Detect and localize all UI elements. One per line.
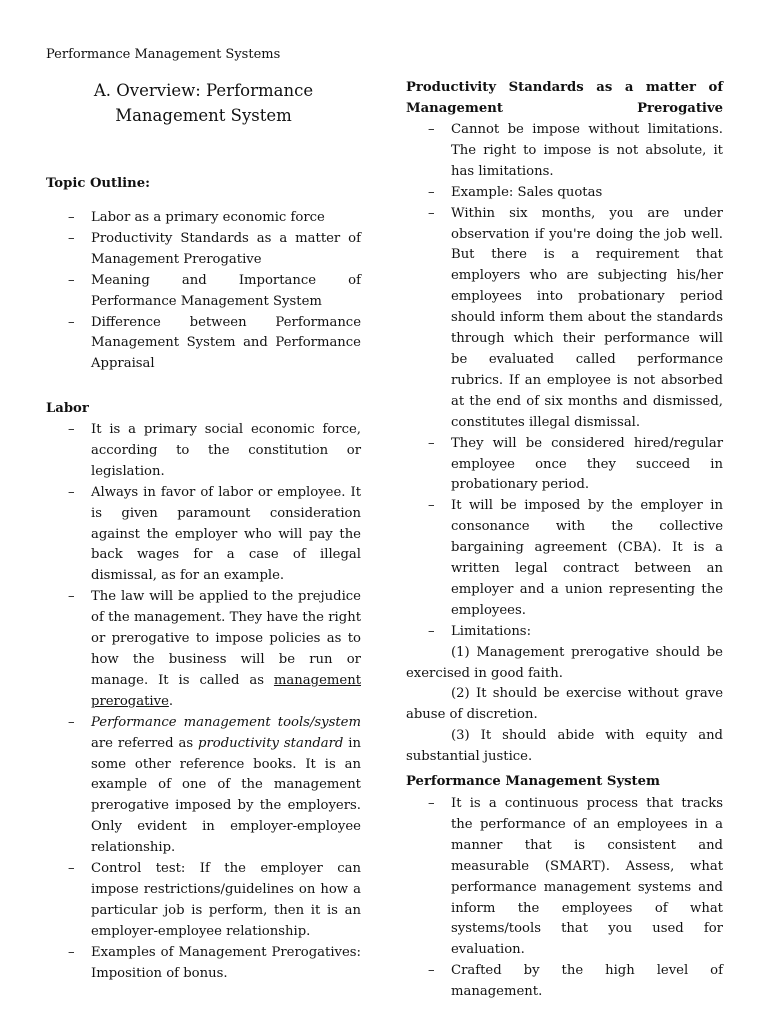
list-item: – Within six months, you are under observation if you're doing the job well. But there is a requirement that employers who are subjecting his/her employees into probationary period should inform them about the standards through which their performance will be evaluated called performance rubrics. If an employee is not absorbed at the end of six months and dismissed, constitutes illegal dismissal.: [406, 204, 723, 434]
list-item: [406, 622, 723, 768]
title-line-1: A. Overview: Performance: [93, 81, 314, 100]
list-item: – Crafted by the high level of management.: [406, 961, 723, 1003]
list-item: [46, 713, 361, 859]
list-item: – They will be considered hired/regular employee once they succeed in probationary period.: [406, 434, 723, 497]
list-item: – It will be imposed by the employer in consonance with the collective bargaining agreement (CBA). It is a written legal contract between an employer and a union representing the employees.: [406, 496, 723, 621]
limitation-item: (3) It should abide with equity and substantial justice.: [406, 728, 723, 765]
management-prerogative-term: management prerogative: [91, 672, 361, 709]
productivity-heading: Productivity Standards as a matter of Management Prerogative: [406, 80, 723, 116]
page-header: Performance Management Systems: [46, 47, 281, 62]
document-title: [46, 78, 361, 128]
list-item-text: The law will be applied to the prejudice of the management. They have the right or prerogative to impose policies as to how the business will be run or manage. It is called as: [91, 589, 361, 688]
list-item: – Example: Sales quotas: [406, 183, 723, 204]
list-item-text: are referred as: [91, 735, 199, 751]
list-item: – Examples of Management Prerogatives: Imposition of bonus.: [46, 943, 361, 985]
list-item: – Always in favor of labor or employee. It is given paramount consideration against the employer who will pay the back wages for a case of illegal dismissal, as for an example.: [46, 483, 361, 588]
list-item: [46, 587, 361, 712]
title-line-2: Management System: [115, 106, 292, 125]
list-item: – Productivity Standards as a matter of Management Prerogative: [46, 229, 361, 271]
pms-list: [406, 794, 723, 1003]
emphasis-text: Performance management tools/system: [91, 714, 361, 730]
limitation-item: (2) It should be exercise without grave abuse of discretion.: [406, 686, 723, 723]
list-item: – It is a primary social economic force, according to the constitution or legislation.: [46, 420, 361, 483]
list-item: – Meaning and Importance of Performance Management System: [46, 271, 361, 313]
list-item: – Control test: If the employer can impose restrictions/guidelines on how a particular job is perform, then it is an employer-employee relationship.: [46, 859, 361, 943]
list-item: – Cannot be impose without limitations. The right to impose is not absolute, it has limitations.: [406, 120, 723, 183]
labor-heading: Labor: [46, 401, 89, 416]
pms-heading: Performance Management System: [406, 774, 660, 789]
list-item: – Difference between Performance Management System and Performance Appraisal: [46, 313, 361, 376]
list-item-text: Limitations:: [451, 623, 532, 639]
limitation-item: (1) Management prerogative should be exercised in good faith.: [406, 644, 723, 681]
emphasis-text: productivity standard: [198, 735, 344, 751]
topic-outline-list: [46, 208, 361, 375]
list-item-text: in some other reference books. It is an example of one of the management prerogative imposed by the employers. Only evident in employer-employee relationship.: [91, 735, 362, 856]
labor-list: [46, 420, 361, 984]
limitations-list: [406, 643, 723, 768]
list-item: – It is a continuous process that tracks the performance of an employees in a manner that is consistent and measurable (SMART). Assess, what performance management systems and inform the employees of what systems/tools that you used for evaluation.: [406, 794, 723, 961]
list-item: – Labor as a primary economic force: [46, 208, 361, 229]
list-item-text: .: [168, 693, 174, 709]
topic-outline-heading: Topic Outline:: [46, 176, 150, 191]
productivity-list: [406, 120, 723, 768]
